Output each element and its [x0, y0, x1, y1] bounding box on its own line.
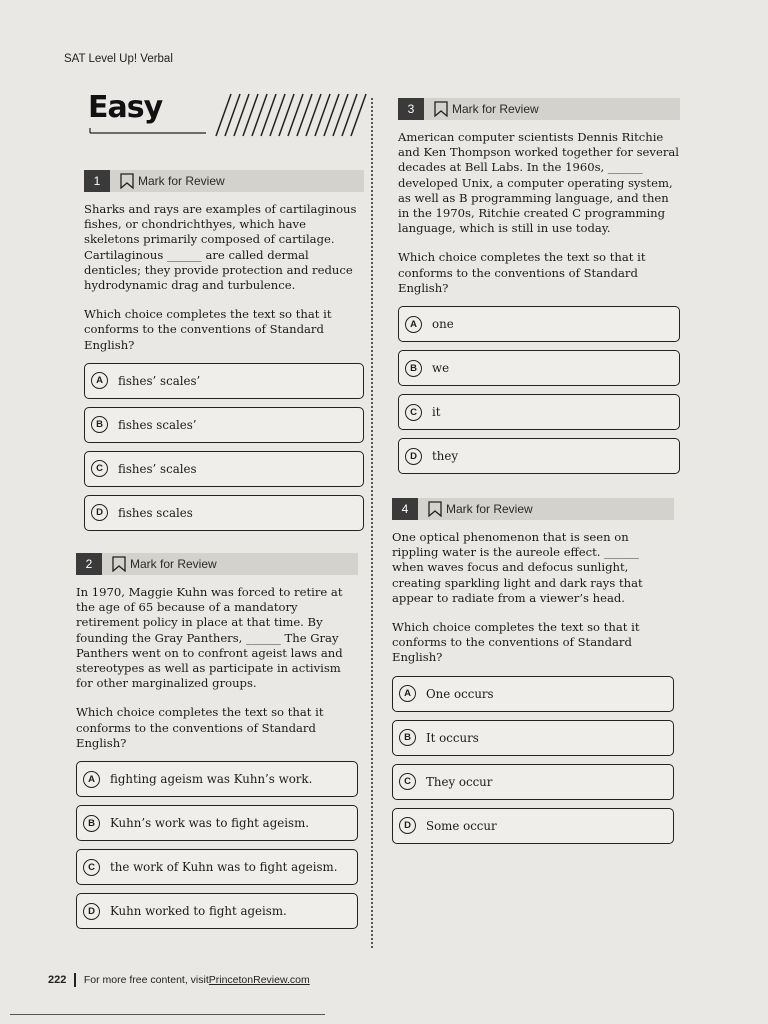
- choice-c[interactable]: [392, 764, 674, 800]
- choice-c[interactable]: [398, 394, 680, 430]
- choice-letter: B: [91, 416, 108, 433]
- question-number: 4: [392, 498, 418, 520]
- choice-letter: C: [91, 460, 108, 477]
- question-header: [76, 553, 358, 575]
- question-1: [84, 170, 364, 539]
- choice-letter: D: [83, 903, 100, 920]
- choice-text: One occurs: [426, 686, 494, 701]
- choice-d[interactable]: [398, 438, 680, 474]
- mark-for-review-label[interactable]: Mark for Review: [138, 174, 225, 188]
- choice-a[interactable]: [84, 363, 364, 399]
- footer-separator: [74, 973, 76, 987]
- choice-letter: C: [405, 404, 422, 421]
- question-4: [392, 498, 674, 852]
- choice-text: they: [432, 449, 458, 464]
- bookmark-icon[interactable]: [434, 101, 448, 117]
- choice-text: the work of Kuhn was to fight ageism.: [110, 860, 338, 875]
- answer-choices: [84, 363, 364, 531]
- choice-text: They occur: [426, 774, 493, 789]
- bookmark-icon[interactable]: [112, 556, 126, 572]
- question-prompt: Which choice completes the text so that it conforms to the conventions of Standard English?: [398, 250, 646, 295]
- question-number: 3: [398, 98, 424, 120]
- passage: One optical phenomenon that is seen on rippling water is the aureole effect. ______ when waves focus and defocus sunlight, creating sparkling light and dark rays that appear to radiate from a viewer’s head.: [392, 530, 643, 605]
- choice-text: It occurs: [426, 730, 479, 745]
- answer-choices: [76, 761, 358, 929]
- choice-c[interactable]: [84, 451, 364, 487]
- choice-text: Kuhn’s work was to fight ageism.: [110, 816, 310, 831]
- running-head: SAT Level Up! Verbal: [64, 53, 173, 65]
- question-header: [84, 170, 364, 192]
- choice-d[interactable]: [392, 808, 674, 844]
- question-header: [392, 498, 674, 520]
- choice-text: one: [432, 317, 454, 332]
- choice-letter: D: [399, 817, 416, 834]
- choice-d[interactable]: [76, 893, 358, 929]
- choice-letter: B: [405, 360, 422, 377]
- passage: In 1970, Maggie Kuhn was forced to retire at the age of 65 because of a mandatory retirement policy in place at that time. By founding the Gray Panthers, ______ The Gray Panthers went on to confront ageist laws and stereotypes as well as participate in activism for other marginalized groups.: [76, 585, 343, 691]
- choice-text: we: [432, 361, 450, 376]
- question-2: [76, 553, 358, 937]
- bookmark-icon[interactable]: [120, 173, 134, 189]
- choice-letter: C: [399, 773, 416, 790]
- choice-letter: D: [405, 448, 422, 465]
- choice-text: Kuhn worked to fight ageism.: [110, 904, 287, 919]
- answer-choices: [398, 306, 680, 474]
- passage: American computer scientists Dennis Ritchie and Ken Thompson worked together for several decades at Bell Labs. In the 1960s, ______ developed Unix, a computer operating system, as well as B programming language, and then in the 1970s, Ritchie created C programming language, which is still in use today.: [398, 130, 679, 236]
- footer-text: For more free content, visit: [83, 974, 209, 986]
- choice-b[interactable]: [398, 350, 680, 386]
- choice-letter: B: [399, 729, 416, 746]
- question-prompt: Which choice completes the text so that it conforms to the conventions of Standard English?: [84, 307, 332, 352]
- question-header: [398, 98, 680, 120]
- choice-c[interactable]: [76, 849, 358, 885]
- choice-letter: A: [91, 372, 108, 389]
- choice-letter: A: [405, 316, 422, 333]
- choice-letter: D: [91, 504, 108, 521]
- question-prompt: Which choice completes the text so that it conforms to the conventions of Standard English?: [392, 620, 640, 665]
- question-number: 2: [76, 553, 102, 575]
- choice-text: fishes’ scales’: [118, 373, 201, 388]
- bookmark-icon[interactable]: [428, 501, 442, 517]
- choice-text: it: [432, 405, 441, 420]
- choice-text: fighting ageism was Kuhn’s work.: [110, 772, 313, 787]
- choice-text: Some occur: [426, 818, 497, 833]
- choice-b[interactable]: [84, 407, 364, 443]
- answer-choices: [392, 676, 674, 844]
- choice-d[interactable]: [84, 495, 364, 531]
- choice-text: fishes scales: [118, 505, 193, 520]
- choice-b[interactable]: [392, 720, 674, 756]
- footer-link[interactable]: PrincetonReview.com: [208, 974, 310, 986]
- mark-for-review-label[interactable]: Mark for Review: [452, 102, 539, 116]
- level-banner: [86, 88, 370, 140]
- mark-for-review-label[interactable]: Mark for Review: [446, 502, 533, 516]
- page-footer: [48, 973, 310, 987]
- question-number: 1: [84, 170, 110, 192]
- footer-rule: [10, 1014, 325, 1015]
- page-number: 222: [48, 974, 67, 986]
- choice-text: fishes scales’: [118, 417, 197, 432]
- choice-letter: B: [83, 815, 100, 832]
- mark-for-review-label[interactable]: Mark for Review: [130, 557, 217, 571]
- choice-a[interactable]: [76, 761, 358, 797]
- level-title: Easy: [88, 90, 163, 125]
- column-divider: [371, 98, 373, 948]
- choice-text: fishes’ scales: [118, 461, 197, 476]
- passage: Sharks and rays are examples of cartilaginous fishes, or chondrichthyes, which have skeletons primarily composed of cartilage. Cartilaginous ______ are called dermal denticles; they provide protection and reduce hydrodynamic drag and turbulence.: [84, 202, 357, 293]
- choice-a[interactable]: [398, 306, 680, 342]
- choice-letter: A: [83, 771, 100, 788]
- choice-a[interactable]: [392, 676, 674, 712]
- choice-letter: C: [83, 859, 100, 876]
- question-prompt: Which choice completes the text so that it conforms to the conventions of Standard English?: [76, 705, 324, 750]
- question-3: [398, 98, 680, 482]
- choice-b[interactable]: [76, 805, 358, 841]
- choice-letter: A: [399, 685, 416, 702]
